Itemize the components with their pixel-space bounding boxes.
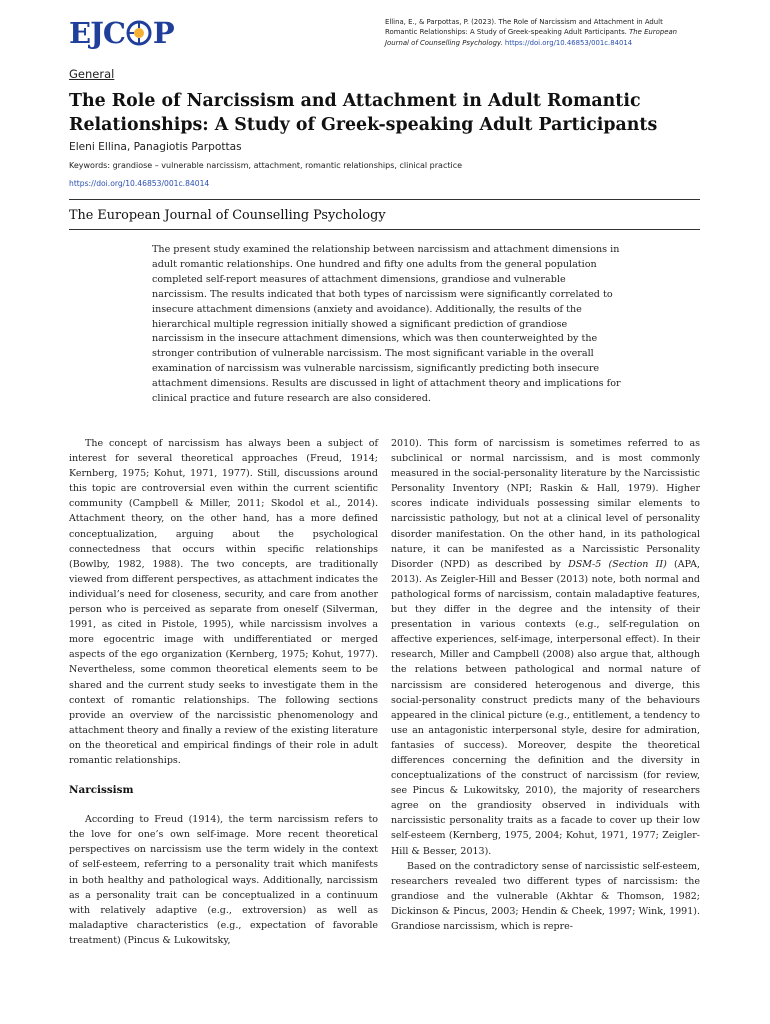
dsm-reference: DSM-5 (Section II) [568,558,667,570]
paragraph: The concept of narcissism has always been a subject of interest for several theoretical approaches (Freud, 1914; Kernberg, 1975; Kohut, 1971, 1977). Still, discussions around this topic are controversial even within the current scientific community (Campbell & Miller, 2011; Skodol et al., 2014). Attachment theory, on the other hand, has a more defined conceptualization, arguing about the psychological connectedness that occurs within specific relationships (Bowlby, 1982, 1988). The two concepts, are traditionally viewed from different perspectives, as attachment indicates the individual’s need for closeness, security, and care from another person who is perceived as separate from oneself (Silverman, 1991, as cited in Pistole, 1995), while narcissism involves a more egocentric image with undifferentiated or merged aspects of the ego organization (Kernberg, 1975; Kohut, 1977). Nevertheless, some common theoretical elements seem to be shared and the current study seeks to investigate them in the context of romantic relationships. The following sections provide an overview of the narcissistic phenomenology and attachment theory and finally a review of the existing literature on the theoretical and empirical findings of their role in adult romantic relationships. [69,438,378,766]
doi-line [69,179,209,188]
right-column [391,436,700,934]
logo-globe-icon [126,20,152,46]
keywords: Keywords: grandiose – vulnerable narcissism, attachment, romantic relationships, clinical practice [69,161,463,170]
citation-journal: The European Journal of Counselling Psychology. [385,28,678,47]
paragraph: Based on the contradictory sense of narcissistic self-esteem, researchers revealed two different types of narcissism: the grandiose and the vulnerable (Akhtar & Thomson, 1982; Dickinson & Pincus, 2003; Hendin & Cheek, 1997; Wink, 1991). Grandiose narcissism, which is repre- [391,860,700,932]
citation-text: Ellina, E., & Parpottas, P. (2023). The Role of Narcissism and Attachment in Adult Romantic Relationships: A Study of Greek-speaking Adult Participants. [385,18,663,37]
abstract: The present study examined the relationship between narcissism and attachment dimensions in adult romantic relationships. One hundred and fifty one adults from the general population completed self-report measures of attachment dimensions, grandiose and vulnerable narcissism. The results indicated that both types of narcissism were significantly correlated to insecure attachment dimensions (anxiety and avoidance). Additionally, the results of the hierarchical multiple regression initially showed a significant prediction of grandiose narcissism in the insecure attachment dimensions, which was then counterweighted by the stronger contribution of vulnerable narcissism. The most significant variable in the overall examination of narcissism was vulnerable narcissism, significantly predicting both insecure attachment dimensions. Results are discussed in light of attachment theory and implications for clinical practice and future research are also considered. [152,244,621,405]
journal-logo [69,17,174,49]
citation-block [385,17,695,48]
authors: Eleni Ellina, Panagiotis Parpottas [69,141,242,153]
top-divider [69,199,700,200]
paragraph: According to Freud (1914), the term narcissism refers to the love for one’s own self-image. More recent theoretical perspectives on narcissism use the term widely in the context of self-esteem, referring to a personality trait which manifests in both healthy and pathological ways. Additionally, narcissism as a personality trait can be conceptualized in a continuum with relatively adaptive (e.g., extroversion) as well as maladaptive characteristics (e.g., expectation of favorable treatment) (Pincus & Lukowitsky, [69,814,378,946]
left-column [69,436,378,948]
logo-right-text: P [152,16,174,50]
section-label[interactable]: General [69,67,115,81]
journal-divider [69,229,700,230]
paragraph-part: 2010). This form of narcissism is sometimes referred to as subclinical or normal narcissism, and is most commonly measured in the social-personality literature by the Narcissistic Personality Inventory (NPI; Raskin & Hall, 1979). Higher scores indicate individuals possessing similar elements to narcissistic pathology, but not at a clinical level of personality disorder manifestation. On the other hand, in its pathological nature, it can be manifested as a Narcissistic Personality Disorder (NPD) as described by [391,438,700,570]
logo-left-text: EJC [69,16,125,50]
citation-doi-link[interactable]: https://doi.org/10.46853/001c.84014 [504,38,633,47]
doi-link[interactable]: https://doi.org/10.46853/001c.84014 [69,179,210,188]
article-title: The Role of Narcissism and Attachment in Adult Romantic Relationships: A Study of Greek-speaking Adult Participants [69,91,658,135]
paragraph-part: (APA, 2013). As Zeigler-Hill and Besser (2013) note, both normal and pathological forms of narcissism, contain maladaptive features, but they differ in the degree and the intensity of their presentation in various contexts (e.g., self-regulation on affective experiences, self-image, interpersonal effect). In their research, Miller and Campbell (2008) also argue that, although the relations between pathological and normal nature of narcissism are considered heterogenous and diverge, this social-personality construct predicts many of the behaviours appeared in the clinical picture (e.g., entitlement, a tendency to use an antagonistic interpersonal style, desire for admiration, fantasies of success). Moreover, despite the theoretical differences concerning the definition and the diversity in conceptualizations of the construct of narcissism (for review, see Pincus & Lukowitsky, 2010), the majority of researchers agree on the grandiosity observed in individuals with narcissistic personality traits as a facade to cover up their low self-esteem (Kernberg, 1975, 2004; Kohut, 1971, 1977; Zeigler-Hill & Besser, 2013). [391,558,700,857]
subheading-narcissism: Narcissism [69,784,134,797]
paragraph [391,436,700,859]
journal-name: The European Journal of Counselling Psychology [69,208,386,223]
